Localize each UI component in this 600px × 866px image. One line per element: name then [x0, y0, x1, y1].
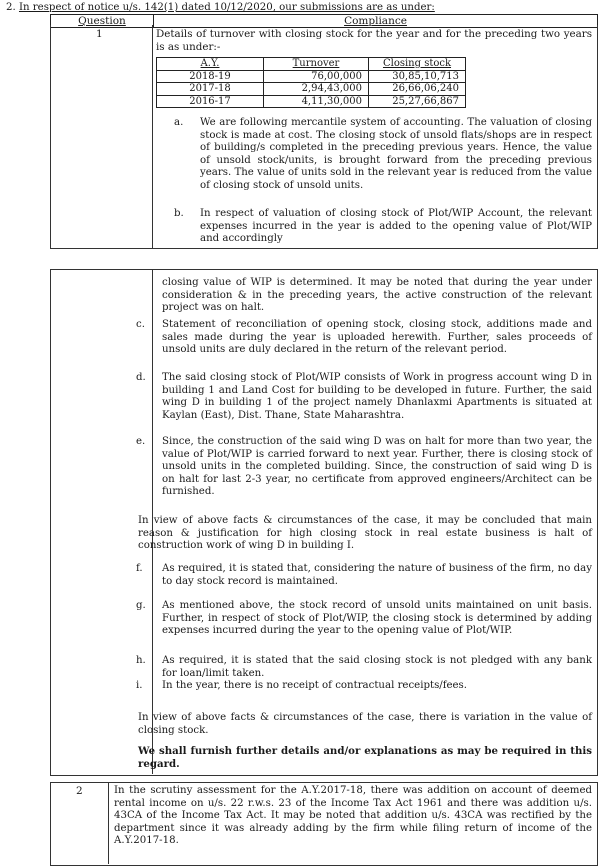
question-2-text: In the scrutiny assessment for the A.Y.2017-18, there was addition on account of deemed rental income on u/s. 22 r.w.s. 23 of the Income Tax Act 1961 and there was addition u/s. 43CA of the Income Tax Act. It may be noted that addition u/s. 43CA was rectified by the department since it was already adding by the firm while filing return of income of the A.Y.2017-18. [114, 785, 592, 847]
closing-paragraph-2: We shall furnish further details and/or explanations as may be required in this regard. [138, 745, 592, 770]
turnover-cell: 4,11,30,000 [264, 95, 369, 108]
item-c [136, 319, 592, 357]
ay-header: A.Y. [157, 58, 264, 71]
item-g [136, 600, 592, 638]
table-row [157, 83, 466, 96]
item-f [136, 563, 592, 588]
item-g-label: g. [136, 600, 146, 611]
closing-stock-cell: 25,27,66,867 [369, 95, 466, 108]
turnover-table [156, 57, 466, 108]
item-i-text: In the year, there is no receipt of contractual receipts/fees. [162, 680, 468, 691]
item-h-text: As required, it is stated that the said closing stock is not pledged with any bank for loan/limit taken. [162, 655, 592, 679]
item-i-label: i. [136, 680, 143, 691]
closing-stock-header: Closing stock [369, 58, 466, 71]
closing-stock-cell: 26,66,06,240 [369, 83, 466, 96]
item-f-label: f. [136, 563, 143, 574]
item-a-text: We are following mercantile system of accounting. The valuation of closing stock is made at cost. The closing stock of unsold flats/shops are in respect of building/s completed in the preceding previous years. Hence, the value of unsold stock/units, is brought forward from the preceding previous years. The value of units sold in the relevant year is reduced from the value of closing stock of unsold units. [200, 117, 592, 191]
closing-paragraph-1: In view of above facts & circumstances of the case, there is variation in the value of closing stock. [138, 712, 592, 736]
item-e [136, 436, 592, 499]
turnover-intro: Details of turnover with closing stock for the year and for the preceding two years is as under:- [156, 28, 592, 53]
question-header: Question [51, 15, 154, 28]
turnover-header: Turnover [264, 58, 369, 71]
section-number: 2. [6, 2, 16, 13]
turnover-cell: 76,00,000 [264, 70, 369, 83]
column-divider [108, 782, 109, 864]
closing-stock-cell: 30,85,10,713 [369, 70, 466, 83]
item-d [136, 372, 592, 422]
item-d-label: d. [136, 372, 146, 383]
item-b-text-part1: In respect of valuation of closing stock of Plot/WIP Account, the relevant expenses incurred in the year is added to the opening value of Plot/WIP and accordingly [200, 208, 592, 245]
compliance-header: Compliance [154, 15, 598, 28]
section-heading [6, 2, 435, 13]
table-row [157, 95, 466, 108]
ay-cell: 2016-17 [157, 95, 264, 108]
conclusion-paragraph: In view of above facts & circumstances of the case, it may be concluded that main reason & justification for high closing stock in real estate business is halt of construction work of wing D in building I. [138, 515, 592, 552]
item-h [136, 655, 592, 680]
question-number-1: 1 [96, 28, 103, 40]
item-g-text: As mentioned above, the stock record of unsold units maintained on unit basis. Further, in respect of stock of Plot/WIP, the closing stock is determined by adding expenses incurred during the year to the opening value of Plot/WIP. [162, 600, 592, 637]
item-e-text: Since, the construction of the said wing D was on halt for more than two year, the value of Plot/WIP is carried forward to next year. Further, there is closing stock of unsold units in the completed building. Since, the construction of said wing D is on halt for last 2-3 year, no certificate from approved engineers/Architect can be furnished. [162, 436, 592, 498]
item-f-text: As required, it is stated that, considering the nature of business of the firm, no day to day stock record is maintained. [162, 563, 592, 587]
item-c-label: c. [136, 319, 145, 330]
item-a [174, 117, 592, 193]
question-number-2: 2 [76, 785, 83, 797]
section-title: In respect of notice u/s. 142(1) dated 10/12/2020, our submissions are as under: [18, 2, 435, 13]
column-divider [152, 25, 153, 248]
item-b-continued: closing value of WIP is determined. It may be noted that during the year under consideration & in the preceding years, the active construction of the relevant project was on halt. [162, 277, 592, 314]
item-h-label: h. [136, 655, 146, 666]
item-a-label: a. [174, 117, 184, 128]
item-c-text: Statement of reconciliation of opening stock, closing stock, additions made and sales made during the year is uploaded herewith. Further, sales proceeds of unsold units are duly declared in the return of the relevant period. [162, 319, 592, 356]
table-row [157, 70, 466, 83]
item-i [136, 680, 592, 693]
item-b-label: b. [174, 208, 184, 219]
item-e-label: e. [136, 436, 146, 447]
item-b [174, 208, 592, 246]
ay-cell: 2018-19 [157, 70, 264, 83]
ay-cell: 2017-18 [157, 83, 264, 96]
turnover-cell: 2,94,43,000 [264, 83, 369, 96]
item-d-text: The said closing stock of Plot/WIP consists of Work in progress account wing D in building 1 and Land Cost for building to be developed in future. Further, the said wing D in building 1 of the project namely Dhanlaxmi Apartments is situated at Kaylan (East), Dist. Thane, State Maharashtra. [162, 372, 592, 421]
